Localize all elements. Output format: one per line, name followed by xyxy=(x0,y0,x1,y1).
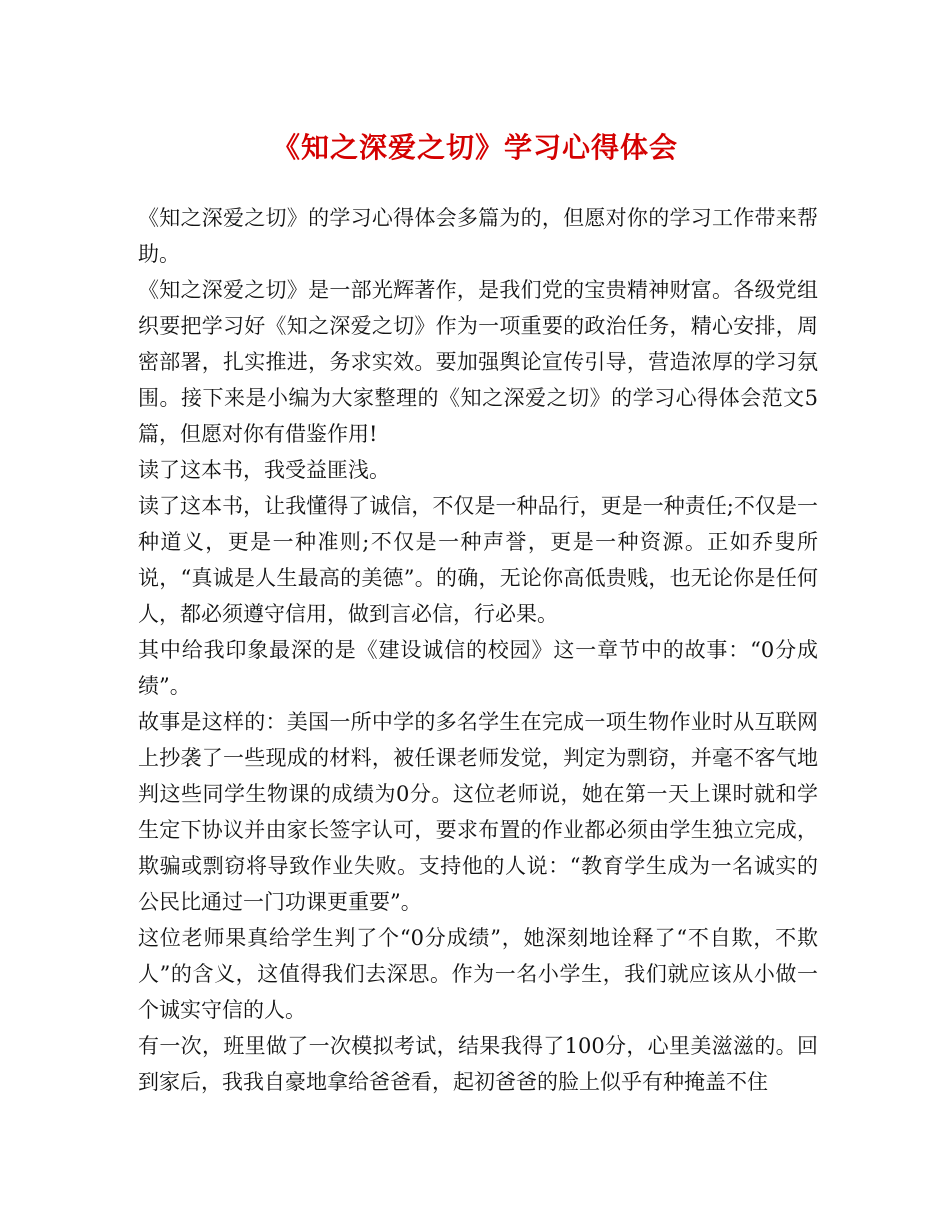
paragraph-reflection: 这位老师果真给学生判了个“0分成绩”，她深刻地诠释了“不自欺，不欺人”的含义，这值得我们去深思。作为一名小学生，我们就应该从小做一个诚实守信的人。 xyxy=(138,926,818,1022)
paragraph-impression: 其中给我印象最深的是《建设诚信的校园》这一章节中的故事：“0分成绩”。 xyxy=(138,638,818,698)
document-title: 《知之深爱之切》学习心得体会 xyxy=(271,131,678,164)
paragraph-story: 故事是这样的：美国一所中学的多名学生在完成一项生物作业时从互联网上抄袭了一些现成的材料，被任课老师发觉，判定为剽窃，并毫不客气地判这些同学生物课的成绩为0分。这位老师说，她在第一天上课时就和学生定下协议并由家长签字认可，要求布置的作业都必须由学生独立完成，欺骗或剽窃将导致作业失败。支持他的人说：“教育学生成为一名诚实的公民比通过一门功课更重要”。 xyxy=(138,710,818,914)
paragraph-integrity: 读了这本书，让我懂得了诚信，不仅是一种品行，更是一种责任;不仅是一种道义，更是一种准则;不仅是一种声誉，更是一种资源。正如乔叟所说，“真诚是人生最高的美德”。的确，无论你高低贵贱，也无论你是任何人，都必须遵守信用，做到言必信，行必果。 xyxy=(138,494,818,626)
paragraph-exam-story: 有一次，班里做了一次模拟考试，结果我得了100分，心里美滋滋的。回到家后，我我自豪地拿给爸爸看，起初爸爸的脸上似乎有种掩盖不住 xyxy=(138,1034,818,1094)
paragraph-book-description: 《知之深爱之切》是一部光辉著作，是我们党的宝贵精神财富。各级党组织要把学习好《知之深爱之切》作为一项重要的政治任务，精心安排，周密部署，扎实推进，务求实效。要加强舆论宣传引导，营造浓厚的学习氛围。接下来是小编为大家整理的《知之深爱之切》的学习心得体会范文5篇，但愿对你有借鉴作用! xyxy=(138,278,818,446)
paragraph-intro: 《知之深爱之切》的学习心得体会多篇为的，但愿对你的学习工作带来帮助。 xyxy=(138,206,818,266)
paragraph-benefit: 读了这本书，我受益匪浅。 xyxy=(138,458,390,482)
document-body xyxy=(138,200,818,1100)
